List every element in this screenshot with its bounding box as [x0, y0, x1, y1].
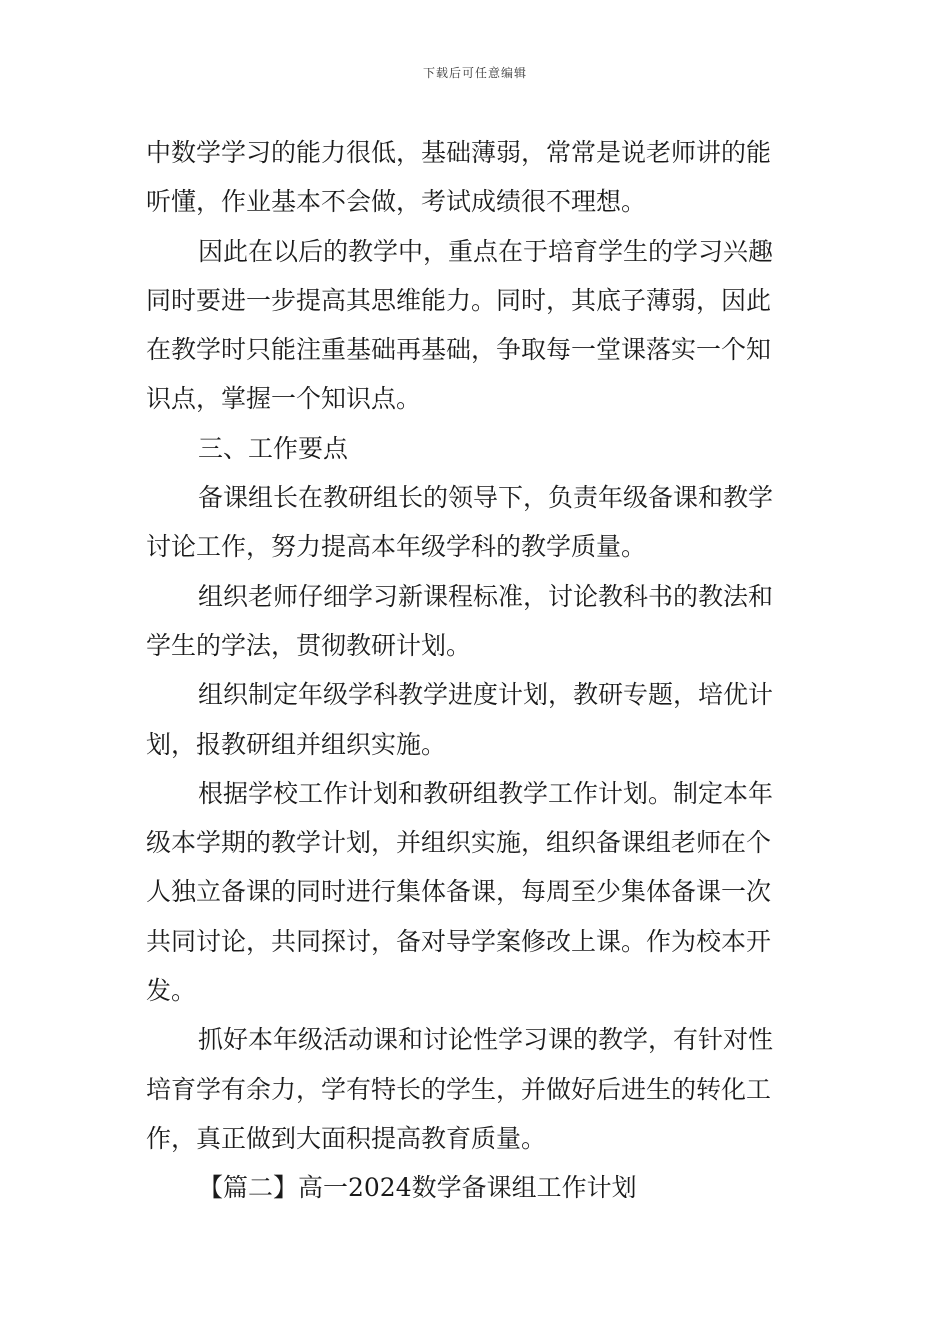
text-line: 培育学有余力，学有特长的学生，并做好后进生的转化工: [146, 1074, 772, 1104]
text-line: 发。: [146, 976, 197, 1006]
text-line: 共同讨论，共同探讨，备对导学案修改上课。作为校本开: [146, 926, 772, 956]
text-line: 中数学学习的能力很低，基础薄弱，常常是说老师讲的能: [146, 138, 772, 167]
text-line: 级本学期的教学计划，并组织实施，组织备课组老师在个: [146, 828, 772, 858]
text-line: 听懂，作业基本不会做，考试成绩很不理想。: [146, 187, 647, 217]
text-line: 因此在以后的教学中，重点在于培育学生的学习兴趣: [198, 236, 774, 266]
text-line: 学生的学法，贯彻教研计划。: [146, 630, 472, 660]
text-line: 划，报教研组并组织实施。: [146, 729, 447, 759]
section-heading: 三、工作要点: [198, 433, 349, 463]
text-line: 备课组长在教研组长的领导下，负责年级备课和教学: [198, 483, 774, 513]
text-line: 讨论工作，努力提高本年级学科的教学质量。: [146, 532, 647, 562]
text-line: 识点，掌握一个知识点。: [146, 384, 422, 414]
page-header-note: 下载后可任意编辑: [422, 66, 527, 80]
document-body: [146, 128, 810, 1213]
article-title: 【篇二】高一2024数学备课组工作计划: [198, 1173, 637, 1203]
text-line: 同时要进一步提高其思维能力。同时，其底子薄弱，因此: [146, 285, 772, 315]
text-line: 组织制定年级学科教学进度计划，教研专题，培优计: [198, 680, 774, 710]
text-line: 在教学时只能注重基础再基础，争取每一堂课落实一个知: [146, 335, 772, 365]
text-line: 抓好本年级活动课和讨论性学习课的教学，有针对性: [198, 1025, 774, 1055]
text-line: 组织老师仔细学习新课程标准，讨论教科书的教法和: [198, 581, 774, 611]
text-line: 人独立备课的同时进行集体备课，每周至少集体备课一次: [146, 877, 772, 907]
text-line: 作，真正做到大面积提高教育质量。: [146, 1123, 547, 1153]
text-line: 根据学校工作计划和教研组教学工作计划。制定本年: [198, 778, 774, 808]
